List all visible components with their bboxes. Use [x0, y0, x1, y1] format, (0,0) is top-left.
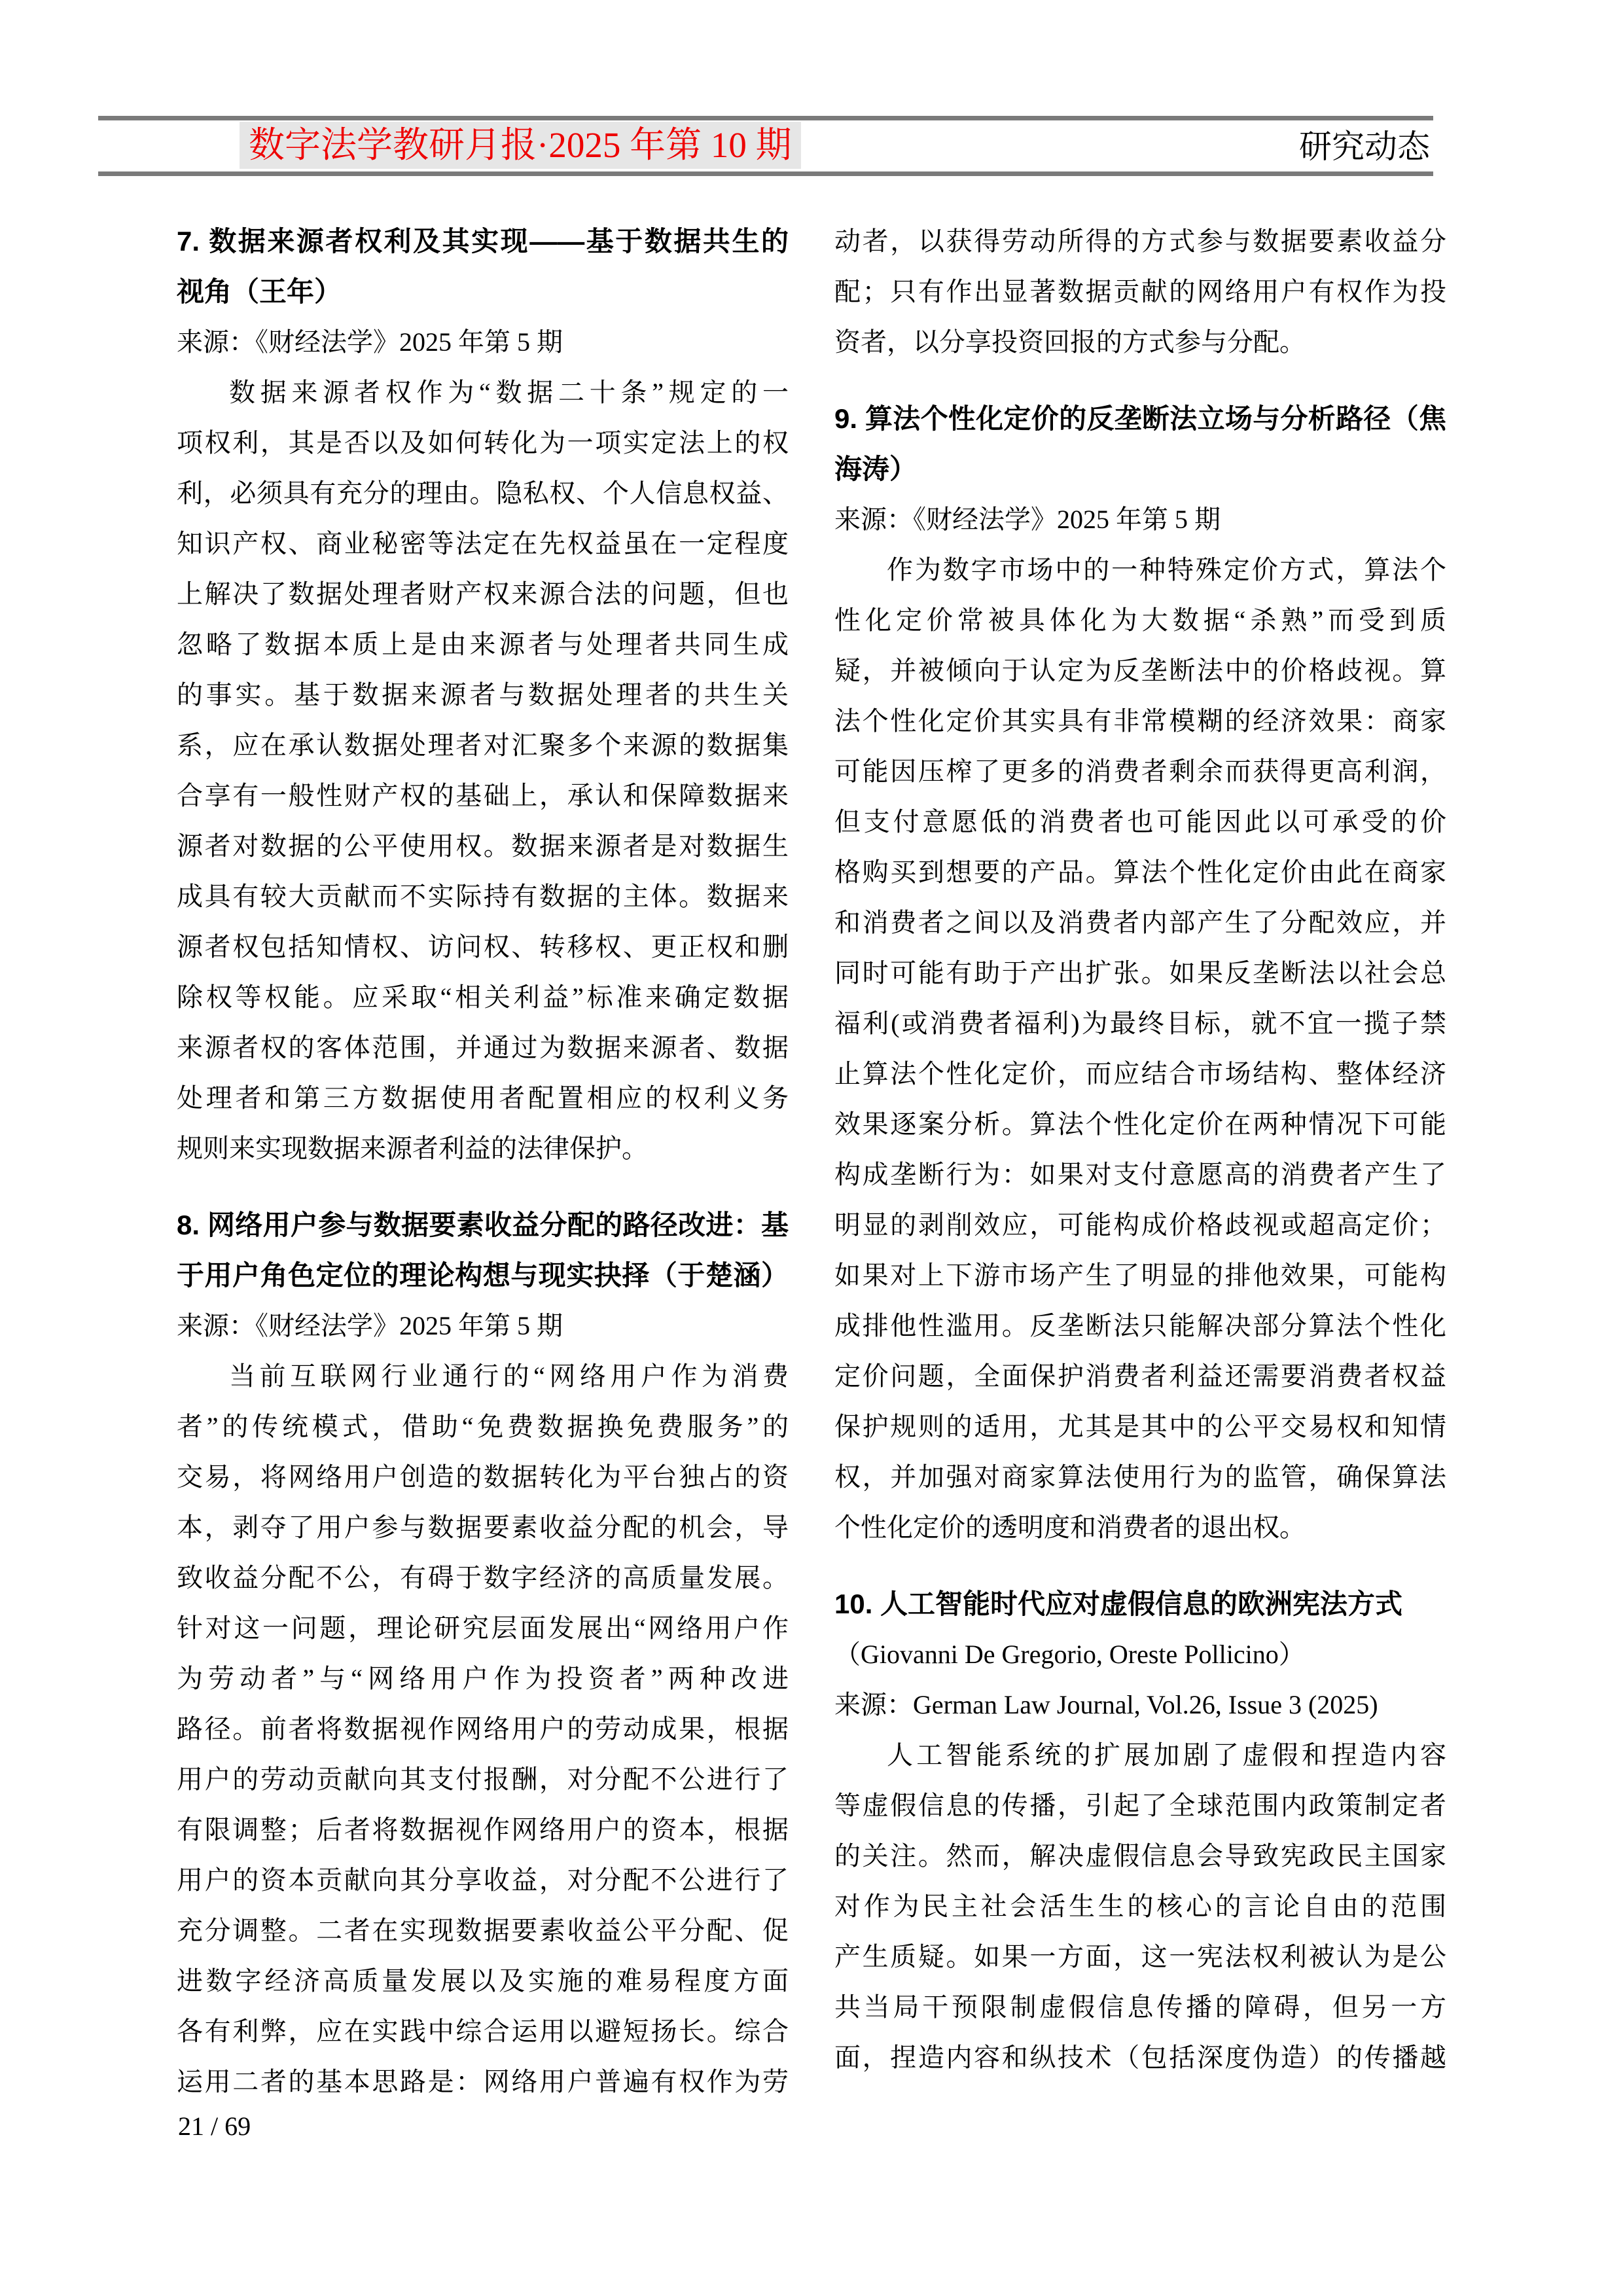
section-heading-line: 10. 人工智能时代应对虚假信息的欧洲宪法方式 — [834, 1588, 1403, 1619]
right-column — [834, 216, 1446, 2107]
source-line: 来源：German Law Journal, Vol.26, Issue 3 (2025) — [834, 1690, 1378, 1719]
body-text-line: 定价问题，全面保护消费者利益还需要消费者权益 — [834, 1361, 1446, 1391]
section-author-line: （Giovanni De Gregorio, Oreste Pollicino） — [834, 1640, 1305, 1669]
body-text-line: 作为数字市场中的一种特殊定价方式，算法个 — [887, 555, 1446, 584]
body-text-line: 构成垄断行为：如果对支付意愿高的消费者产生了 — [834, 1160, 1446, 1189]
header-section-label: 研究动态 — [1299, 128, 1430, 165]
body-text-line: 成排他性滥用。反垄断法只能解决部分算法个性化 — [834, 1311, 1446, 1340]
body-text-line: 进数字经济高质量发展以及实施的难易程度方面 — [177, 1966, 789, 1996]
source-line: 来源：《财经法学》2025 年第 5 期 — [834, 505, 1221, 534]
body-text-line: 共当局干预限制虚假信息传播的障碍，但另一方 — [834, 1992, 1446, 2022]
body-text-line: 人工智能系统的扩展加剧了虚假和捏造内容 — [887, 1740, 1446, 1770]
body-text-line: 者”的传统模式，借助“免费数据换免费服务”的 — [177, 1412, 789, 1441]
section-heading-line: 于用户角色定位的理论构想与现实抉择（于楚涵） — [177, 1260, 789, 1291]
journal-masthead: 数字法学教研月报·2025 年第 10 期 — [240, 122, 801, 169]
section-heading-line: 9. 算法个性化定价的反垄断法立场与分析路径（焦 — [834, 403, 1446, 434]
body-text-line: 来源者权的客体范围，并通过为数据来源者、数据 — [177, 1033, 789, 1062]
left-column — [177, 216, 789, 2107]
body-text-line: 成具有较大贡献而不实际持有数据的主体。数据来 — [177, 882, 789, 911]
body-text-line: 当前互联网行业通行的“网络用户作为消费 — [229, 1361, 789, 1391]
body-text-line: 止算法个性化定价，而应结合市场结构、整体经济 — [834, 1059, 1446, 1088]
body-text-line: 动者，以获得劳动所得的方式参与数据要素收益分 — [834, 226, 1446, 256]
body-text-line: 明显的剥削效应，可能构成价格歧视或超高定价； — [834, 1210, 1446, 1240]
body-text-line: 的关注。然而，解决虚假信息会导致宪政民主国家 — [834, 1841, 1446, 1871]
section-heading-line: 视角（王年） — [177, 276, 342, 307]
body-text-line: 处理者和第三方数据使用者配置相应的权利义务 — [177, 1083, 789, 1113]
body-text-line: 保护规则的适用，尤其是其中的公平交易权和知情 — [834, 1412, 1446, 1441]
body-text-line: 致收益分配不公，有碍于数字经济的高质量发展。 — [177, 1563, 789, 1592]
body-text-line: 交易，将网络用户创造的数据转化为平台独占的资 — [177, 1462, 789, 1492]
body-text-line: 上解决了数据处理者财产权来源合法的问题，但也 — [177, 579, 789, 609]
body-text-line: 产生质疑。如果一方面，这一宪法权利被认为是公 — [834, 1942, 1446, 1971]
body-text-line: 忽略了数据本质上是由来源者与处理者共同生成 — [177, 630, 789, 659]
section-heading-line: 海涛） — [834, 454, 918, 484]
body-text-line: 个性化定价的透明度和消费者的退出权。 — [834, 1513, 1306, 1542]
body-text-line: 等虚假信息的传播，引起了全球范围内政策制定者 — [834, 1791, 1446, 1820]
body-text-line: 性化定价常被具体化为大数据“杀熟”而受到质 — [834, 605, 1446, 635]
body-text-line: 各有利弊，应在实践中综合运用以避短扬长。综合 — [177, 2017, 789, 2046]
body-text-line: 配；只有作出显著数据贡献的网络用户有权作为投 — [834, 277, 1446, 306]
body-text-line: 疑，并被倾向于认定为反垄断法中的价格歧视。算 — [834, 656, 1446, 685]
body-text-line: 面，捏造内容和纵技术（包括深度伪造）的传播越 — [834, 2043, 1446, 2072]
body-text-line: 合享有一般性财产权的基础上，承认和保障数据来 — [177, 781, 789, 810]
two-column-text-area — [177, 216, 1446, 2107]
body-text-line: 充分调整。二者在实现数据要素收益公平分配、促 — [177, 1916, 789, 1945]
body-text-line: 知识产权、商业秘密等法定在先权益虽在一定程度 — [177, 529, 789, 558]
source-line: 来源：《财经法学》2025 年第 5 期 — [177, 327, 563, 357]
body-text-line: 源者对数据的公平使用权。数据来源者是对数据生 — [177, 831, 789, 861]
body-text-line: 运用二者的基本思路是：网络用户普遍有权作为劳 — [177, 2067, 789, 2096]
body-text-line: 利，必须具有充分的理由。隐私权、个人信息权益、 — [177, 478, 789, 508]
body-text-line: 效果逐案分析。算法个性化定价在两种情况下可能 — [834, 1109, 1446, 1139]
body-text-line: 用户的资本贡献向其分享收益，对分配不公进行了 — [177, 1865, 789, 1895]
body-text-line: 数据来源者权作为“数据二十条”规定的一 — [229, 378, 789, 407]
body-text-line: 如果对上下游市场产生了明显的排他效果，可能构 — [834, 1261, 1446, 1290]
body-text-line: 可能因压榨了更多的消费者剩余而获得更高利润， — [834, 757, 1446, 786]
body-text-line: 的事实。基于数据来源者与数据处理者的共生关 — [177, 680, 789, 709]
source-line: 来源：《财经法学》2025 年第 5 期 — [177, 1311, 563, 1340]
body-text-line: 有限调整；后者将数据视作网络用户的资本，根据 — [177, 1815, 789, 1844]
body-text-line: 针对这一问题，理论研究层面发展出“网络用户作 — [177, 1613, 789, 1643]
body-text-line: 除权等权能。应采取“相关利益”标准来确定数据 — [177, 982, 789, 1012]
body-text-line: 法个性化定价其实具有非常模糊的经济效果：商家 — [834, 706, 1446, 736]
body-text-line: 和消费者之间以及消费者内部产生了分配效应，并 — [834, 908, 1446, 937]
body-text-line: 但支付意愿低的消费者也可能因此以可承受的价 — [834, 807, 1446, 836]
body-text-line: 格购买到想要的产品。算法个性化定价由此在商家 — [834, 857, 1446, 887]
body-text-line: 为劳动者”与“网络用户作为投资者”两种改进 — [177, 1664, 789, 1693]
body-text-line: 规则来实现数据来源者利益的法律保护。 — [177, 1134, 648, 1163]
section-heading-line: 7. 数据来源者权利及其实现——基于数据共生的 — [177, 226, 789, 257]
body-text-line: 系，应在承认数据处理者对汇聚多个来源的数据集 — [177, 730, 789, 760]
body-text-line: 本，剥夺了用户参与数据要素收益分配的机会，导 — [177, 1513, 789, 1542]
page-number: 21 / 69 — [178, 2111, 251, 2141]
header-bottom-rule — [98, 171, 1433, 176]
body-text-line: 项权利，其是否以及如何转化为一项实定法上的权 — [177, 428, 789, 457]
body-text-line: 用户的劳动贡献向其支付报酬，对分配不公进行了 — [177, 1765, 789, 1794]
body-text-line: 路径。前者将数据视作网络用户的劳动成果，根据 — [177, 1714, 789, 1744]
body-text-line: 同时可能有助于产出扩张。如果反垄断法以社会总 — [834, 958, 1446, 988]
body-text-line: 资者，以分享投资回报的方式参与分配。 — [834, 327, 1306, 357]
body-text-line: 福利(或消费者福利)为最终目标，就不宜一揽子禁 — [834, 1009, 1446, 1038]
body-text-line: 源者权包括知情权、访问权、转移权、更正权和删 — [177, 932, 789, 961]
body-text-line: 对作为民主社会活生生的核心的言论自由的范围 — [834, 1892, 1446, 1921]
body-text-line: 权，并加强对商家算法使用行为的监管，确保算法 — [834, 1462, 1446, 1492]
header-top-rule — [98, 116, 1433, 120]
section-heading-line: 8. 网络用户参与数据要素收益分配的路径改进：基 — [177, 1210, 789, 1240]
